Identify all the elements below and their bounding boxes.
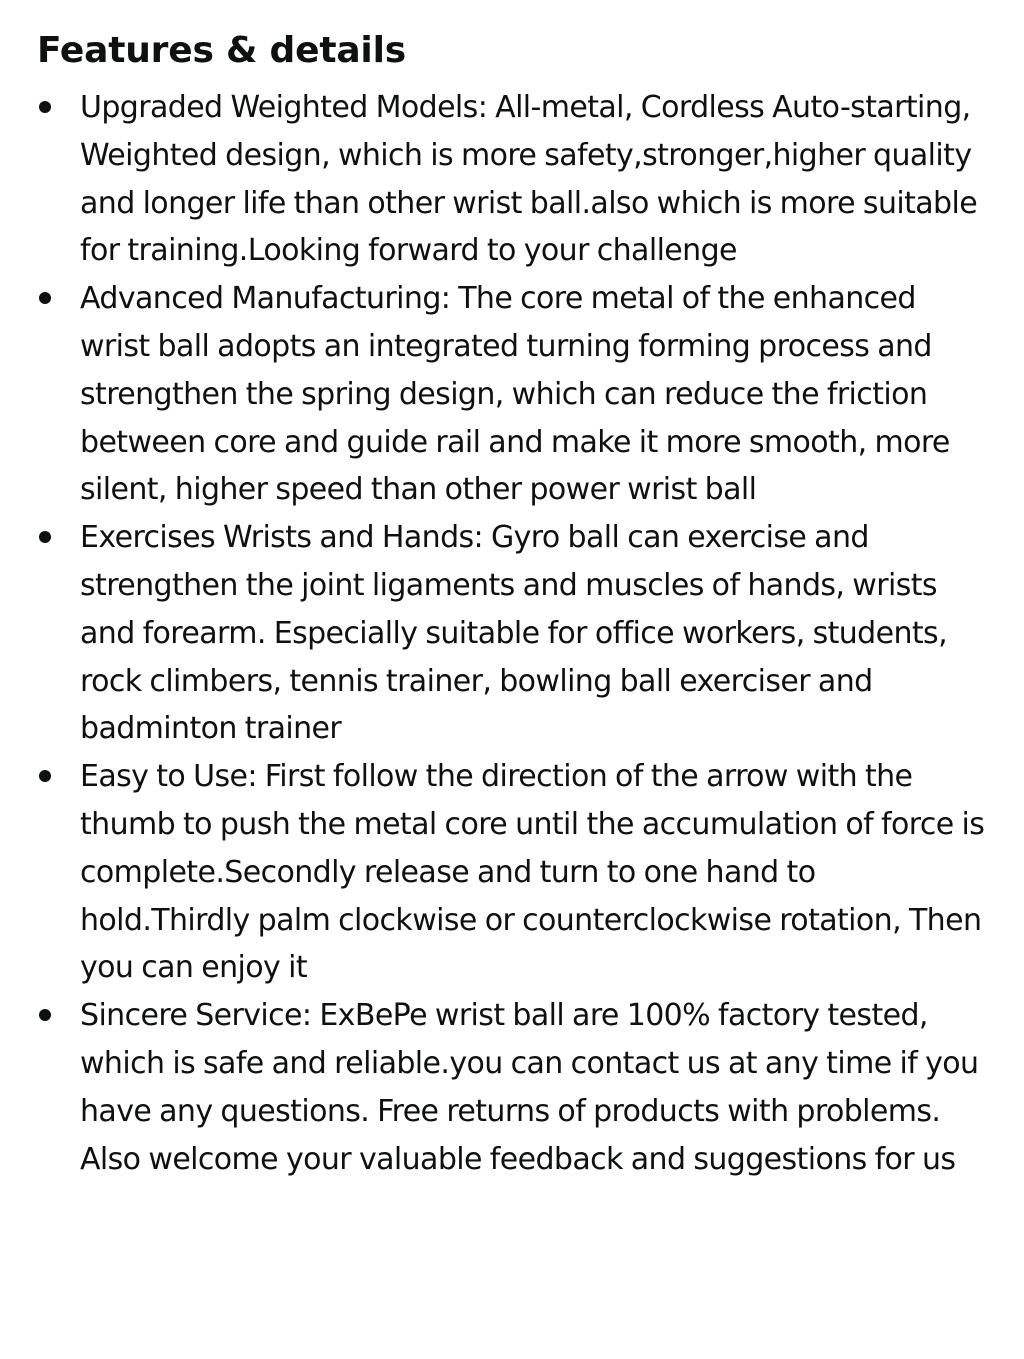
feature-item-weighted-models [37, 84, 988, 275]
bullet-icon [39, 531, 51, 543]
feature-bullet-list [37, 84, 988, 1183]
feature-text: Exercises Wrists and Hands: Gyro ball can exercise and strengthen the joint ligaments and muscles of hands, wrists and forearm. Especially suitable for office workers, students, rock climbers, tennis trainer, bowling ball exerciser and badminton trainer [80, 520, 948, 747]
feature-item-exercises [37, 514, 988, 753]
feature-text: Advanced Manufacturing: The core metal of the enhanced wrist ball adopts an integrated turning forming process and strengthen the spring design, which can reduce the friction between core and guide rail and make it more smooth, more silent, higher speed than other power wrist ball [80, 281, 950, 508]
bullet-icon [39, 292, 51, 304]
feature-text: Sincere Service: ExBePe wrist ball are 100% factory tested, which is safe and reliable.you can contact us at any time if you have any questions. Free returns of products with problems. Also welcome your valuable feedback and suggestions for us [80, 998, 979, 1177]
section-title: Features & details [37, 30, 406, 71]
feature-text: Upgraded Weighted Models: All-metal, Cordless Auto-starting, Weighted design, which is more safety,stronger,higher quality and longer life than other wrist ball.also which is more suitable for training.Looking forward to your challenge [80, 90, 978, 269]
bullet-icon [39, 1009, 51, 1021]
feature-item-service [37, 992, 988, 1183]
feature-item-manufacturing [37, 275, 988, 514]
feature-item-easy-to-use [37, 753, 988, 992]
bullet-icon [39, 101, 51, 113]
bullet-icon [39, 770, 51, 782]
feature-text: Easy to Use: First follow the direction of the arrow with the thumb to push the metal core until the accumulation of force is complete.Secondly release and turn to one hand to hold.Thirdly palm clockwise or counterclockwise rotation, Then you can enjoy it [80, 759, 985, 986]
